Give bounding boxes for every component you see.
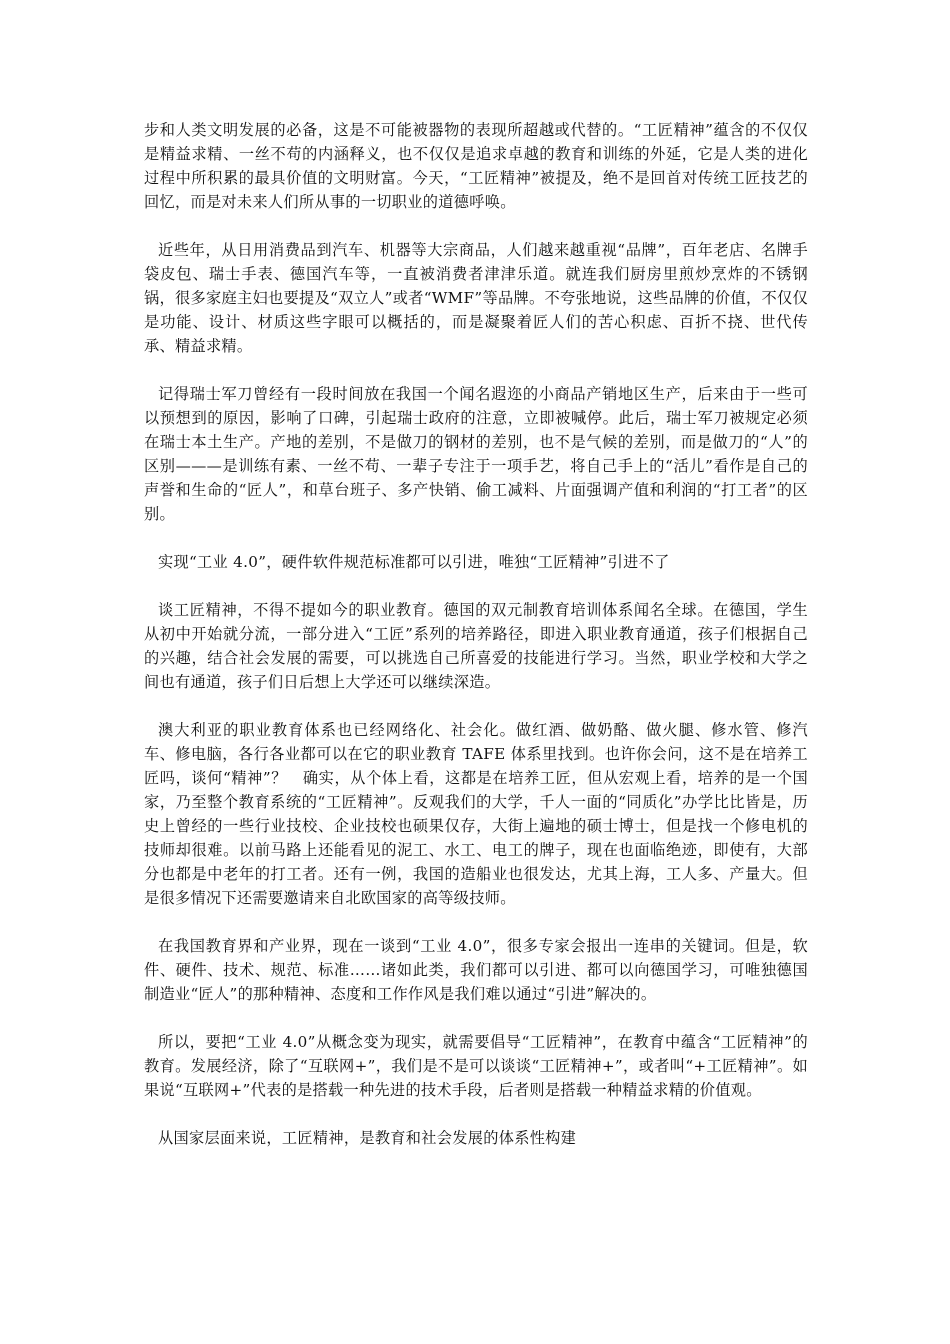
- paragraph-4: 谈工匠精神，不得不提如今的职业教育。德国的双元制教育培训体系闻名全球。在德国，学生从初中开始就分流，一部分进入“工匠”系列的培养路径，即进入职业教育通道，孩子们根据自己的兴趣，结合社会发展的需要，可以挑选自己所喜爱的技能进行学习。当然，职业学校和大学之间也有通道，孩子们日后想上大学还可以继续深造。: [144, 601, 808, 691]
- section-heading-national-level: 从国家层面来说，工匠精神，是教育和社会发展的体系性构建: [158, 1129, 577, 1147]
- paragraph-7: 所以，要把“工业 4.0”从概念变为现实，就需要倡导“工匠精神”，在教育中蕴含“工匠精神”的教育。发展经济，除了“互联网+”，我们是不是可以谈谈“工匠精神+”，或者叫“+工匠精神”。如果说“互联网+”代表的是搭载一种先进的技术手段，后者则是搭载一种精益求精的价值观。: [144, 1033, 808, 1099]
- paragraph-5: 澳大利亚的职业教育体系也已经网络化、社会化。做红酒、做奶酪、做火腿、修水管、修汽车、修电脑，各行各业都可以在它的职业教育 TAFE 体系里找到。也许你会问，这不是在培养工匠吗，谈何“精神”？ 确实，从个体上看，这都是在培养工匠，但从宏观上看，培养的是一个国家，乃至整个教育系统的“工匠精神”。反观我们的大学，千人一面的“同质化”办学比比皆是，历史上曾经的一些行业技校、企业技校也硕果仅存，大街上遍地的硕士博士，但是找一个修电机的技师却很难。以前马路上还能看见的泥工、水工、电工的牌子，现在也面临绝迹，即使有，大部分也都是中老年的打工者。还有一例，我国的造船业也很发达，尤其上海，工人多、产量大。但是很多情况下还需要邀请来自北欧国家的高等级技师。: [144, 721, 808, 907]
- paragraph-2: 近些年，从日用消费品到汽车、机器等大宗商品，人们越来越重视“品牌”，百年老店、名牌手袋皮包、瑞士手表、德国汽车等，一直被消费者津津乐道。就连我们厨房里煎炒烹炸的不锈钢锅，很多家庭主妇也要提及“双立人”或者“WMF”等品牌。不夸张地说，这些品牌的价值，不仅仅是功能、设计、材质这些字眼可以概括的，而是凝聚着匠人们的苦心积虑、百折不挠、世代传承、精益求精。: [144, 241, 808, 355]
- document-body: [144, 118, 808, 1174]
- paragraph-3: 记得瑞士军刀曾经有一段时间放在我国一个闻名遐迩的小商品产销地区生产，后来由于一些可以预想到的原因，影响了口碑，引起瑞士政府的注意，立即被喊停。此后，瑞士军刀被规定必须在瑞士本土生产。产地的差别，不是做刀的钢材的差别，也不是气候的差别，而是做刀的“人”的区别———是训练有素、一丝不苟、一辈子专注于一项手艺，将自己手上的“活儿”看作是自己的声誉和生命的“匠人”，和草台班子、多产快销、偷工减料、片面强调产值和利润的“打工者”的区别。: [144, 385, 808, 523]
- paragraph-1: 步和人类文明发展的必备，这是不可能被器物的表现所超越或代替的。“工匠精神”蕴含的不仅仅是精益求精、一丝不苟的内涵释义，也不仅仅是追求卓越的教育和训练的外延，它是人类的进化过程中所积累的最具价值的文明财富。今天，“工匠精神”被提及，绝不是回首对传统工匠技艺的回忆，而是对未来人们所从事的一切职业的道德呼唤。: [144, 121, 808, 211]
- section-heading-industry-4: 实现“工业 4.0”，硬件软件规范标准都可以引进，唯独“工匠精神”引进不了: [158, 553, 670, 571]
- paragraph-6: 在我国教育界和产业界，现在一谈到“工业 4.0”，很多专家会报出一连串的关键词。但是，软件、硬件、技术、规范、标准……诸如此类，我们都可以引进、都可以向德国学习，可唯独德国制造业“匠人”的那种精神、态度和工作作风是我们难以通过“引进”解决的。: [144, 937, 808, 1003]
